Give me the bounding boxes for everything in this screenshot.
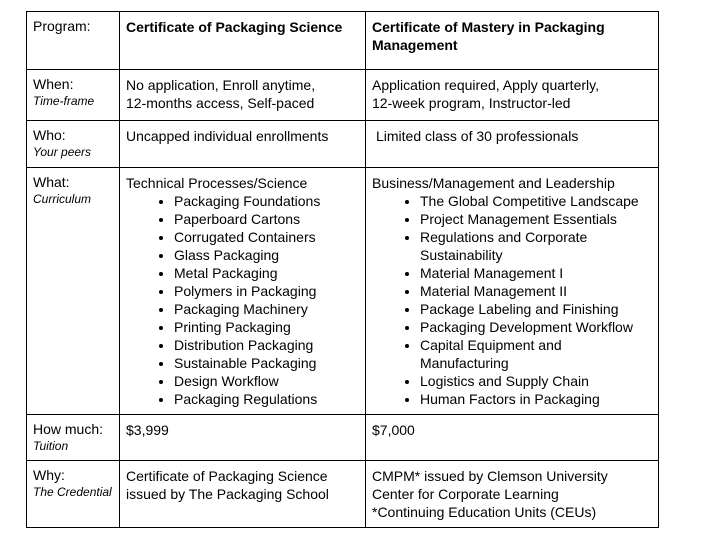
- row-why: [27, 461, 659, 528]
- row-label: Program:: [33, 18, 91, 34]
- cell-line: 12-months access, Self-paced: [126, 95, 315, 111]
- row-label: Who:: [33, 127, 66, 143]
- curriculum-cell: [120, 168, 366, 415]
- list-item: • Sustainable Packaging: [174, 354, 359, 372]
- list-item: • Packaging Development Workflow: [420, 318, 652, 336]
- row-who: [27, 121, 659, 168]
- when-cell: [120, 70, 366, 121]
- row-label-cell: [27, 12, 120, 70]
- row-sublabel: Tuition: [33, 439, 69, 453]
- credential-cell: [120, 461, 366, 528]
- row-label-cell: [27, 415, 120, 461]
- list-item: • Packaging Regulations: [174, 390, 359, 408]
- row-label-cell: [27, 121, 120, 168]
- list-item: • Material Management II: [420, 282, 652, 300]
- curriculum-heading: Business/Management and Leadership: [372, 175, 615, 191]
- who-cell: [366, 121, 659, 168]
- list-item: • Packaging Foundations: [174, 192, 359, 210]
- list-item: • The Global Competitive Landscape: [420, 192, 652, 210]
- cell-line: Center for Corporate Learning: [372, 486, 559, 502]
- list-item: • Paperboard Cartons: [174, 210, 359, 228]
- row-label: Why:: [33, 467, 65, 483]
- cell-line: 12-week program, Instructor-led: [372, 95, 571, 111]
- cell-line: No application, Enroll anytime,: [126, 77, 316, 93]
- cell-text: Limited class of 30 professionals: [376, 128, 579, 144]
- tuition-price: $3,999: [126, 422, 169, 438]
- row-when: [27, 70, 659, 121]
- row-sublabel: Your peers: [33, 145, 92, 159]
- list-item: • Polymers in Packaging: [174, 282, 359, 300]
- row-label-cell: [27, 461, 120, 528]
- credential-cell: [366, 461, 659, 528]
- program-name-cell: [366, 12, 659, 70]
- curriculum-cell: [366, 168, 659, 415]
- list-item: • Regulations and Corporate Sustainability: [420, 228, 652, 264]
- list-item: • Packaging Machinery: [174, 300, 359, 318]
- curriculum-list: [372, 192, 652, 408]
- program-name-cell: [120, 12, 366, 70]
- row-label: How much:: [33, 421, 104, 437]
- cell-line: Certificate of Packaging Science: [126, 468, 328, 484]
- list-item: • Metal Packaging: [174, 264, 359, 282]
- list-item: • Logistics and Supply Chain: [420, 372, 652, 390]
- list-item: • Printing Packaging: [174, 318, 359, 336]
- comparison-table: [26, 11, 659, 528]
- tuition-price: $7,000: [372, 422, 415, 438]
- cell-line: Application required, Apply quarterly,: [372, 77, 599, 93]
- when-cell: [366, 70, 659, 121]
- row-label-cell: [27, 70, 120, 121]
- row-sublabel: The Credential: [33, 485, 112, 499]
- list-item: • Corrugated Containers: [174, 228, 359, 246]
- list-item: • Material Management I: [420, 264, 652, 282]
- row-what: [27, 168, 659, 415]
- list-item: • Project Management Essentials: [420, 210, 652, 228]
- cell-line: CMPM* issued by Clemson University: [372, 468, 608, 484]
- row-label: When:: [33, 76, 74, 92]
- cell-line: issued by The Packaging School: [126, 486, 329, 502]
- row-sublabel: Curriculum: [33, 192, 92, 206]
- row-label: What:: [33, 174, 70, 190]
- list-item: • Design Workflow: [174, 372, 359, 390]
- tuition-cell: [366, 415, 659, 461]
- program-name: Certificate of Packaging Science: [126, 19, 343, 35]
- list-item: • Capital Equipment and Manufacturing: [420, 336, 652, 372]
- list-item: • Package Labeling and Finishing: [420, 300, 652, 318]
- curriculum-heading: Technical Processes/Science: [126, 175, 308, 191]
- row-how-much: [27, 415, 659, 461]
- list-item: • Human Factors in Packaging: [420, 390, 652, 408]
- row-label-cell: [27, 168, 120, 415]
- list-item: • Glass Packaging: [174, 246, 359, 264]
- who-cell: [120, 121, 366, 168]
- curriculum-list: [126, 192, 359, 408]
- cell-line: *Continuing Education Units (CEUs): [372, 504, 597, 520]
- program-name: Certificate of Mastery in Packaging Management: [372, 19, 605, 53]
- tuition-cell: [120, 415, 366, 461]
- row-sublabel: Time-frame: [33, 94, 95, 108]
- row-program: [27, 12, 659, 70]
- cell-text: Uncapped individual enrollments: [126, 128, 329, 144]
- list-item: • Distribution Packaging: [174, 336, 359, 354]
